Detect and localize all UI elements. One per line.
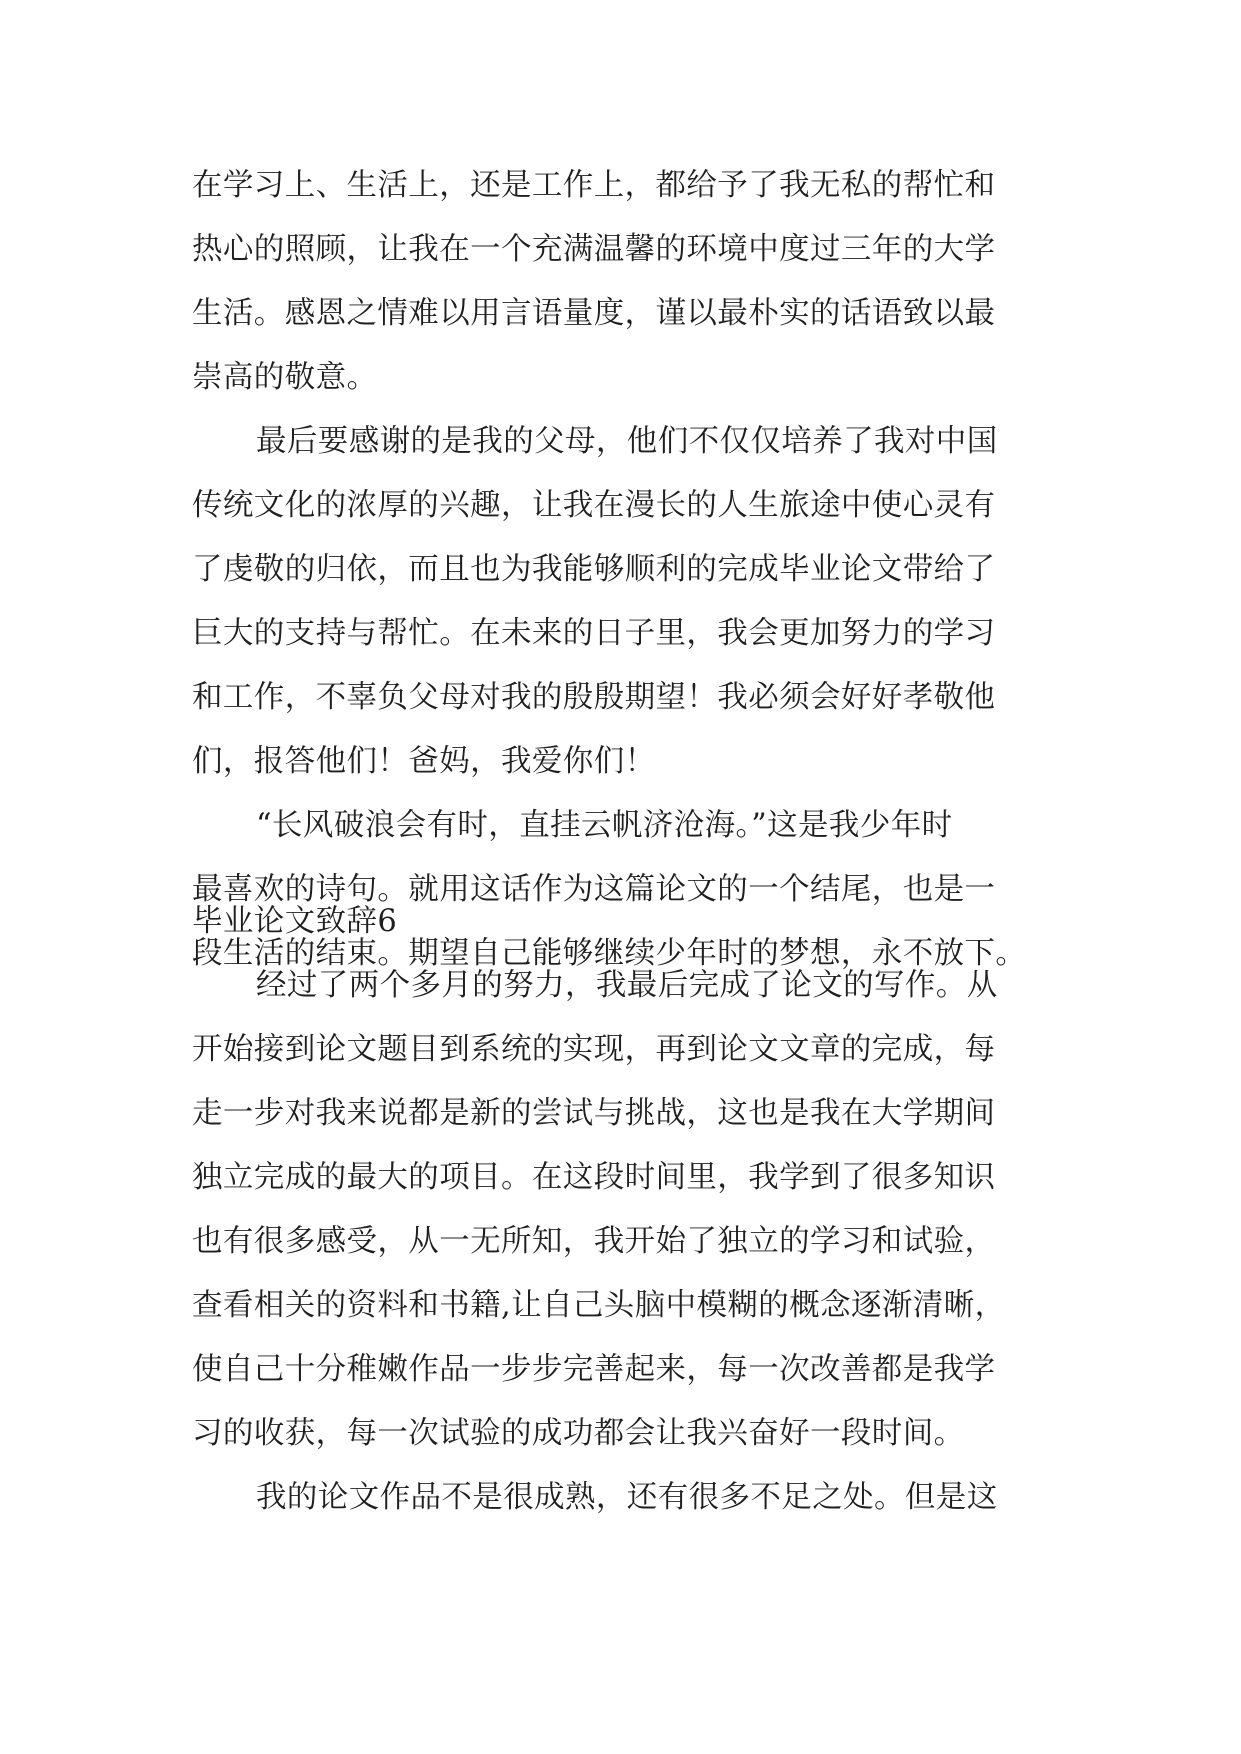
text-line: 们，报答他们！爸妈，我爱你们！: [192, 744, 656, 779]
text-line: 了虔敬的归依，而且也为我能够顺利的完成毕业论文带给了: [192, 552, 996, 587]
text-section-6: [192, 890, 1052, 1530]
text-line: 使自己十分稚嫩作品一步步完善起来，每一次改善都是我学: [192, 1352, 996, 1387]
text-line: 最后要感谢的是我的父母，他们不仅仅培养了我对中国: [256, 424, 998, 459]
text-line: 巨大的支持与帮忙。在未来的日子里，我会更加努力的学习: [192, 616, 996, 651]
text-section-previous: [192, 154, 1052, 986]
text-line: 传统文化的浓厚的兴趣，让我在漫长的人生旅途中使心灵有: [192, 488, 996, 523]
text-line: 最喜欢的诗句。就用这话作为这篇论文的一个结尾，也是一: [192, 872, 996, 907]
text-line: 崇高的敬意。: [192, 360, 378, 395]
text-line: 也有很多感受，从一无所知，我开始了独立的学习和试验，: [192, 1224, 996, 1259]
text-line: 查看相关的资料和书籍,让自己头脑中模糊的概念逐渐清晰，: [192, 1288, 1006, 1323]
text-line: 经过了两个多月的努力，我最后完成了论文的写作。从: [256, 968, 998, 1003]
text-line: 我的论文作品不是很成熟，还有很多不足之处。但是这: [256, 1480, 998, 1515]
section-heading: 毕业论文致辞6: [192, 904, 398, 939]
text-line: 走一步对我来说都是新的尝试与挑战，这也是我在大学期间: [192, 1096, 996, 1131]
text-line: 开始接到论文题目到系统的实现，再到论文文章的完成，每: [192, 1032, 996, 1067]
text-line: “长风破浪会有时，直挂云帆济沧海。”这是我少年时: [256, 808, 953, 843]
text-line: 和工作，不辜负父母对我的殷殷期望！我必须会好好孝敬他: [192, 680, 996, 715]
text-line: 在学习上、生活上，还是工作上，都给予了我无私的帮忙和: [192, 168, 996, 203]
text-line: 独立完成的最大的项目。在这段时间里，我学到了很多知识: [192, 1160, 996, 1195]
text-line: 生活。感恩之情难以用言语量度，谨以最朴实的话语致以最: [192, 296, 996, 331]
text-line: 习的收获，每一次试验的成功都会让我兴奋好一段时间。: [192, 1416, 965, 1451]
text-line: 段生活的结束。期望自己能够继续少年时的梦想，永不放下。: [192, 936, 1027, 971]
text-line: 热心的照顾，让我在一个充满温馨的环境中度过三年的大学: [192, 232, 996, 267]
